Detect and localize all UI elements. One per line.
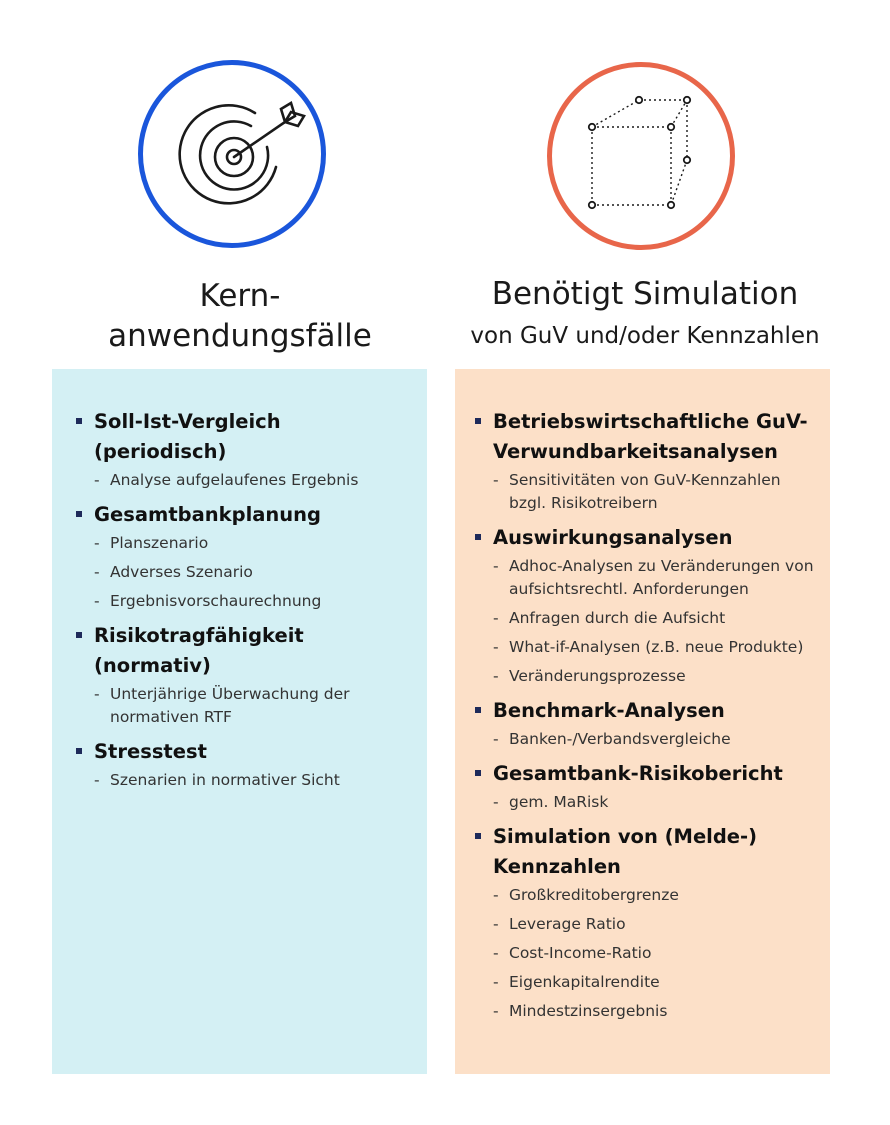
- sub-list: [493, 884, 818, 1023]
- sub-list: [94, 469, 407, 492]
- sub-item: - Adverses Szenario: [94, 561, 407, 584]
- sub-item: - Veränderungsprozesse: [493, 665, 818, 688]
- list-item: [475, 696, 818, 751]
- list-item: [475, 407, 818, 515]
- right-subtitle-text: von GuV und/oder Kennzahlen: [470, 323, 820, 349]
- list-item: [76, 621, 407, 729]
- right-column-title: [420, 274, 870, 314]
- item-heading: Risikotragfähigkeit (normativ): [94, 624, 304, 677]
- left-icon-circle: [138, 60, 326, 248]
- list-item: [76, 407, 407, 492]
- right-column-subtitle: [420, 319, 870, 353]
- right-icon-circle: [547, 62, 735, 250]
- sub-item: - Planszenario: [94, 532, 407, 555]
- list-item: [475, 822, 818, 1023]
- sub-item: - Banken-/Verbandsvergleiche: [493, 728, 818, 751]
- left-use-case-list: [76, 407, 407, 792]
- sub-item: - Mindestzinsergebnis: [493, 1000, 818, 1023]
- sub-list: [94, 769, 407, 792]
- target-icon: [143, 65, 321, 243]
- sub-item: - Adhoc-Analysen zu Veränderungen von aufsichtsrechtl. Anforderungen: [493, 555, 818, 601]
- item-heading: Auswirkungsanalysen: [493, 526, 733, 549]
- cube-icon: [552, 67, 730, 245]
- sub-item: - Eigenkapitalrendite: [493, 971, 818, 994]
- sub-list: [94, 683, 407, 729]
- sub-list: [493, 555, 818, 688]
- sub-list: [94, 532, 407, 613]
- sub-list: [493, 728, 818, 751]
- sub-item: - Ergebnisvorschaurechnung: [94, 590, 407, 613]
- right-title-text: Benötigt Simulation: [491, 276, 799, 312]
- sub-list: [493, 469, 818, 515]
- sub-item: - gem. MaRisk: [493, 791, 818, 814]
- sub-item: - Unterjährige Überwachung der normativen RTF: [94, 683, 407, 729]
- item-heading: Betriebswirtschaftliche GuV-Verwundbarkeitsanalysen: [493, 410, 808, 463]
- sub-list: [493, 791, 818, 814]
- right-panel: [455, 369, 830, 1074]
- right-use-case-list: [475, 407, 818, 1023]
- item-heading: Stresstest: [94, 740, 207, 763]
- sub-item: - Sensitivitäten von GuV-Kennzahlen bzgl. Risikotreibern: [493, 469, 818, 515]
- sub-item: - Cost-Income-Ratio: [493, 942, 818, 965]
- list-item: [475, 523, 818, 688]
- left-panel: [52, 369, 427, 1074]
- sub-item: - What-if-Analysen (z.B. neue Produkte): [493, 636, 818, 659]
- list-item: [475, 759, 818, 814]
- item-heading: Soll-Ist-Vergleich (periodisch): [94, 410, 281, 463]
- item-heading: Gesamtbank-Risikobericht: [493, 762, 783, 785]
- sub-item: - Analyse aufgelaufenes Ergebnis: [94, 469, 407, 492]
- item-heading: Simulation von (Melde-) Kennzahlen: [493, 825, 758, 878]
- left-title-text: Kern- anwendungsfälle: [108, 278, 372, 354]
- sub-item: - Leverage Ratio: [493, 913, 818, 936]
- item-heading: Gesamtbankplanung: [94, 503, 322, 526]
- sub-item: - Großkreditobergrenze: [493, 884, 818, 907]
- item-heading: Benchmark-Analysen: [493, 699, 725, 722]
- sub-item: - Szenarien in normativer Sicht: [94, 769, 407, 792]
- sub-item: - Anfragen durch die Aufsicht: [493, 607, 818, 630]
- list-item: [76, 737, 407, 792]
- left-column-title: [52, 276, 428, 356]
- list-item: [76, 500, 407, 613]
